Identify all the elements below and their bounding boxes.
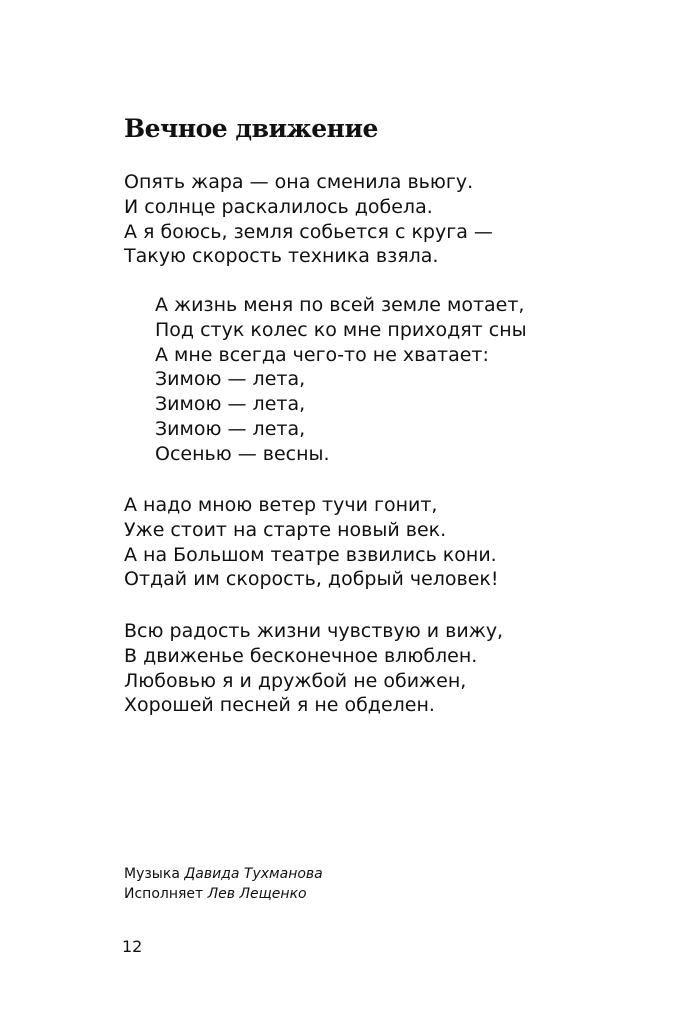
poem-line: Осенью — весны. xyxy=(155,442,330,465)
page-number: 12 xyxy=(122,937,143,956)
performer-name: Лев Лещенко xyxy=(207,886,307,902)
poem-line: Такую скорость техника взяла. xyxy=(124,245,439,268)
stanza-2-chorus xyxy=(155,293,527,467)
poem-line: А надо мною ветер тучи гонит, xyxy=(124,494,438,516)
poem-line: Опять жара — она сменила вьюгу. xyxy=(124,171,474,193)
poem-line: Зимою — лета, xyxy=(155,417,306,440)
poem-line: Уже стоит на старте новый век. xyxy=(124,518,447,541)
poem-line: И солнце раскалилось добела. xyxy=(124,195,433,218)
poem-line: А на Большом театре взвились кони. xyxy=(124,543,497,566)
poem-title: Вечное движение xyxy=(124,114,378,143)
music-label: Музыка xyxy=(124,866,180,882)
poem-line: А я боюсь, земля собьется с круга — xyxy=(124,220,493,243)
music-author: Давида Тухманова xyxy=(184,866,323,882)
song-credits xyxy=(124,864,323,904)
poem-line: Любовью я и дружбой не обижен, xyxy=(124,669,467,692)
performer-label: Исполняет xyxy=(124,886,204,902)
stanza-4 xyxy=(124,619,503,718)
stanza-1 xyxy=(124,170,493,269)
poem-line: А мне всегда чего-то не хватает: xyxy=(155,343,489,366)
poem-line: В движенье бесконечное влюблен. xyxy=(124,644,478,667)
poem-line: Хорошей песней я не обделен. xyxy=(124,694,435,717)
poem-line: Всю радость жизни чувствую и вижу, xyxy=(124,620,504,642)
poem-line: Зимою — лета, xyxy=(155,393,306,416)
stanza-3 xyxy=(124,493,499,592)
music-credit xyxy=(124,864,323,884)
poem-line: А жизнь меня по всей земле мотает, xyxy=(155,294,525,316)
performer-credit xyxy=(124,884,323,904)
poem-line: Под стук колес ко мне приходят сны xyxy=(155,318,527,341)
poem-line: Отдай им скорость, добрый человек! xyxy=(124,568,499,591)
poem-line: Зимою — лета, xyxy=(155,368,306,391)
